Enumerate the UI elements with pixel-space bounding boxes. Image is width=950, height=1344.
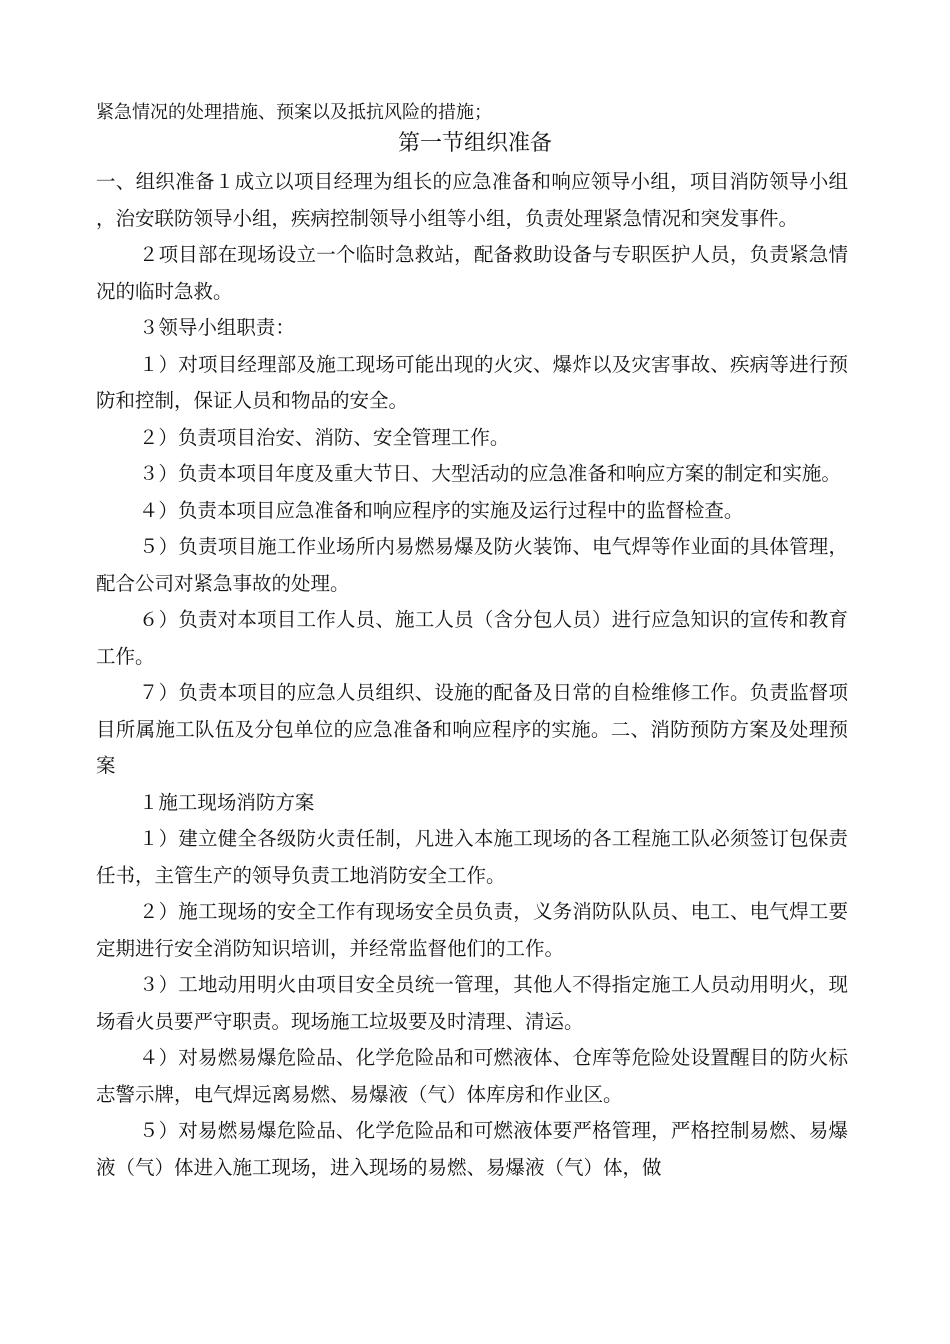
paragraph-organization: 一、组织准备１成立以项目经理为组长的应急准备和响应领导小组，项目消防领导小组，治安联防领导小组，疾病控制领导小组等小组，负责处理紧急情况和突发事件。: [96, 170, 848, 230]
paragraph-duty-6: ６）负责对本项目工作人员、施工人员（含分包人员）进行应急知识的宣传和教育工作。: [96, 608, 848, 668]
paragraph-first-aid-station: ２项目部在现场设立一个临时急救站，配备救助设备与专职医护人员，负责紧急情况的临时急救。: [96, 243, 848, 303]
section-title: 第一节组织准备: [397, 131, 552, 156]
paragraph-fire-2: ２）施工现场的安全工作有现场安全员负责，义务消防队队员、电工、电气焊工要定期进行安全消防知识培训，并经常监督他们的工作。: [96, 900, 848, 960]
paragraph-duty-4: ４）负责本项目应急准备和响应程序的实施及运行过程中的监督检查。: [138, 498, 744, 522]
document-body: [96, 164, 848, 1186]
lead-line: 紧急情况的处理措施、预案以及抵抗风险的措施；: [96, 102, 492, 123]
paragraph-duty-7: ７）负责本项目的应急人员组织、设施的配备及日常的自检维修工作。负责监督项目所属施工队伍及分包单位的应急准备和响应程序的实施。二、消防预防方案及处理预案: [96, 681, 848, 777]
paragraph-fire-5: ５）对易燃易爆危险品、化学危险品和可燃液体要严格管理，严格控制易燃、易爆液（气）体进入施工现场，进入现场的易燃、易爆液（气）体，做: [96, 1119, 848, 1179]
paragraph-fire-4: ４）对易燃易爆危险品、化学危险品和可燃液体、仓库等危险处设置醒目的防火标志警示牌，电气焊远离易燃、易爆液（气）体库房和作业区。: [96, 1046, 848, 1106]
paragraph-duty-2: ２）负责项目治安、消防、安全管理工作。: [138, 425, 510, 449]
paragraph-fire-3: ３）工地动用明火由项目安全员统一管理，其他人不得指定施工人员动用明火，现场看火员要严守职责。现场施工垃圾要及时清理、清运。: [96, 973, 848, 1033]
paragraph-duty-1: １）对项目经理部及施工现场可能出现的火灾、爆炸以及灾害事故、疾病等进行预防和控制，保证人员和物品的安全。: [96, 352, 848, 412]
paragraph-duties-heading: ３领导小组职责：: [138, 316, 295, 339]
paragraph-fire-plan-heading: １施工现场消防方案: [138, 790, 315, 814]
paragraph-duty-3: ３）负责本项目年度及重大节日、大型活动的应急准备和响应方案的制定和实施。: [138, 462, 841, 485]
paragraph-fire-1: １）建立健全各级防火责任制，凡进入本施工现场的各工程施工队必须签订包保责任书，主管生产的领导负责工地消防安全工作。: [96, 827, 848, 887]
paragraph-duty-5: ５）负责项目施工作业场所内易燃易爆及防火装饰、电气焊等作业面的具体管理，配合公司对紧急事故的处理。: [96, 535, 848, 595]
